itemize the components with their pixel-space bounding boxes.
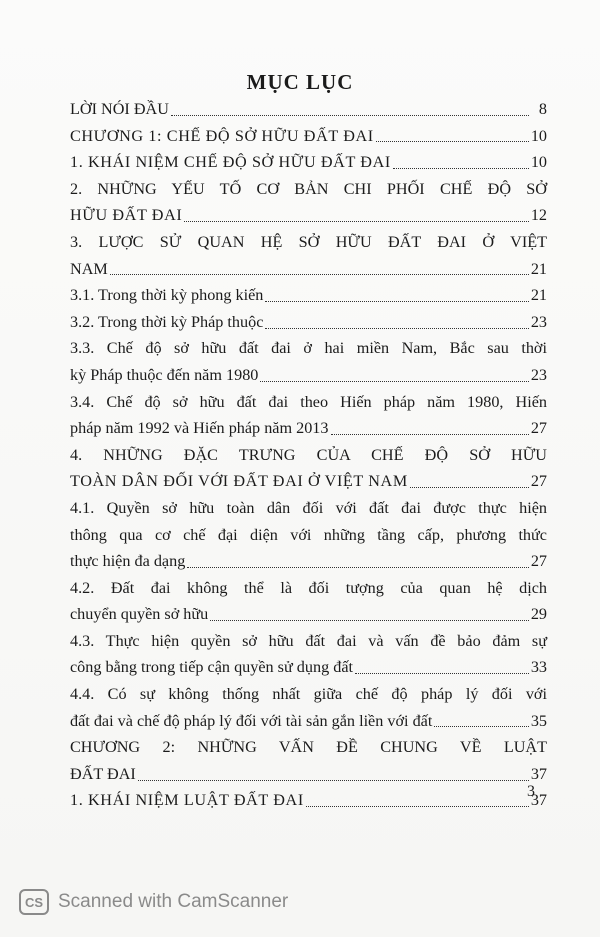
watermark-text: Scanned with CamScanner <box>58 891 289 912</box>
toc-entry-text: 4.2. Đất đai không thể là đối tượng của quan hệ dịch <box>70 578 547 597</box>
toc-leader <box>434 726 528 727</box>
toc-entry-text: pháp năm 1992 và Hiến pháp năm 2013 <box>70 419 329 438</box>
toc-leader <box>184 221 528 222</box>
toc-entry-text: công bằng trong tiếp cận quyền sử dụng đất <box>70 658 353 677</box>
toc-entry-page: 10 <box>530 126 547 145</box>
toc-entry-text: thực hiện đa dạng <box>70 552 186 571</box>
toc-entry-text: LỜI NÓI ĐẦU <box>70 100 169 118</box>
toc-entry-page: 27 <box>530 552 547 571</box>
toc-leader <box>306 806 529 807</box>
toc-entry-page: 23 <box>530 312 547 331</box>
toc-leader <box>265 328 528 329</box>
toc-leader <box>260 381 528 382</box>
toc-entry-page: 8 <box>538 100 547 118</box>
toc-entry-page: 27 <box>530 472 547 491</box>
camscanner-logo-icon: CS <box>19 889 49 915</box>
toc-entry <box>70 495 547 522</box>
toc-entry <box>70 335 547 362</box>
toc-entry-text: 3.4. Chế độ sở hữu đất đai theo Hiến pháp năm 1980, Hiến <box>70 392 547 411</box>
toc-entry-page: 37 <box>530 764 547 783</box>
toc-entry <box>70 575 547 602</box>
toc-entry-text: 3.1. Trong thời kỳ phong kiến <box>70 286 264 305</box>
toc-leader <box>210 620 529 621</box>
toc-entry-page: 12 <box>530 206 547 225</box>
toc-leader <box>171 115 529 116</box>
toc-entry <box>70 654 547 681</box>
toc-entry-text: kỳ Pháp thuộc đến năm 1980 <box>70 365 259 384</box>
toc-entry <box>70 123 547 150</box>
toc-entry-text: TOÀN DÂN ĐỐI VỚI ĐẤT ĐAI Ở VIỆT NAM <box>70 472 408 491</box>
toc-entry-page: 10 <box>530 153 547 172</box>
toc-entry <box>70 787 547 814</box>
toc-leader <box>376 141 529 142</box>
toc-entry-text: 3. LƯỢC SỬ QUAN HỆ SỞ HỮU ĐẤT ĐAI Ở VIỆT <box>70 232 547 251</box>
toc-entry-text: 3.3. Chế độ sở hữu đất đai ở hai miền Nam, Bắc sau thời <box>70 339 547 358</box>
toc-entry-text: 3.2. Trong thời kỳ Pháp thuộc <box>70 312 264 331</box>
toc-leader <box>187 567 529 568</box>
toc-entry-page: 27 <box>530 419 547 438</box>
toc-entry <box>70 362 547 389</box>
toc-entry <box>70 229 547 256</box>
toc-entry-text: chuyển quyền sở hữu <box>70 605 209 624</box>
toc-entry <box>70 256 547 283</box>
toc-entry <box>70 681 547 708</box>
toc-entry <box>70 628 547 655</box>
toc-entry <box>70 176 547 203</box>
toc-entry <box>70 522 547 549</box>
toc-leader <box>331 434 529 435</box>
toc-entry-page: 29 <box>530 605 547 624</box>
page-title: MỤC LỤC <box>246 70 354 94</box>
toc-entry-page: 37 <box>530 791 547 810</box>
toc-entry-text: 4.1. Quyền sở hữu toàn dân đối với đất đai được thực hiện <box>70 498 547 517</box>
toc-entry <box>70 734 547 761</box>
toc-entry <box>70 282 547 309</box>
toc-entry-page: 23 <box>530 365 547 384</box>
page-number: 3 <box>527 783 535 800</box>
scanner-watermark <box>0 885 600 919</box>
toc-entry <box>70 149 547 176</box>
toc-entry-page: 33 <box>530 658 547 677</box>
toc-entry-text: 4. NHỮNG ĐẶC TRƯNG CỦA CHẾ ĐỘ SỞ HỮU <box>70 445 547 464</box>
toc-entry-text: CHƯƠNG 1: CHẾ ĐỘ SỞ HỮU ĐẤT ĐAI <box>70 126 374 145</box>
toc-entry-text: 1. KHÁI NIỆM CHẾ ĐỘ SỞ HỮU ĐẤT ĐAI <box>70 153 391 172</box>
toc-entry-text: NAM <box>70 259 108 278</box>
toc-entry-text: 4.4. Có sự không thống nhất giữa chế độ pháp lý đối với <box>70 685 547 704</box>
toc-leader <box>138 780 529 781</box>
toc-entry <box>70 309 547 336</box>
toc-entry-text: đất đai và chế độ pháp lý đối với tài sản gắn liền với đất <box>70 711 433 730</box>
toc-leader <box>393 168 529 169</box>
toc-entry <box>70 415 547 442</box>
toc-leader <box>410 487 529 488</box>
toc-entry <box>70 389 547 416</box>
toc-leader <box>355 673 529 674</box>
toc-entry-text: 1. KHÁI NIỆM LUẬT ĐẤT ĐAI <box>70 791 304 810</box>
toc-entry-text: thông qua cơ chế đại diện với những tầng cấp, phương thức <box>70 525 547 544</box>
toc-entry-page: 21 <box>530 259 547 278</box>
toc-entry-text: 2. NHỮNG YẾU TỐ CƠ BẢN CHI PHỐI CHẾ ĐỘ SỞ <box>70 179 547 198</box>
toc-entry <box>70 761 547 788</box>
toc-entry-page: 21 <box>530 286 547 305</box>
toc-entry-page: 35 <box>530 711 547 730</box>
toc-entry-text: ĐẤT ĐAI <box>70 764 136 783</box>
toc-entry <box>70 468 547 495</box>
toc-entry-text: CHƯƠNG 2: NHỮNG VẤN ĐỀ CHUNG VỀ LUẬT <box>70 738 547 757</box>
toc-entry <box>70 601 547 628</box>
toc-leader <box>265 301 528 302</box>
toc-entry-text: HỮU ĐẤT ĐAI <box>70 206 183 225</box>
toc-entry <box>70 708 547 735</box>
table-of-contents <box>70 96 547 814</box>
toc-leader <box>110 274 529 275</box>
toc-entry-text: 4.3. Thực hiện quyền sở hữu đất đai và vấn đề bảo đảm sự <box>70 631 547 650</box>
toc-entry <box>70 548 547 575</box>
toc-entry <box>70 202 547 229</box>
toc-entry <box>70 442 547 469</box>
toc-entry <box>70 96 547 123</box>
